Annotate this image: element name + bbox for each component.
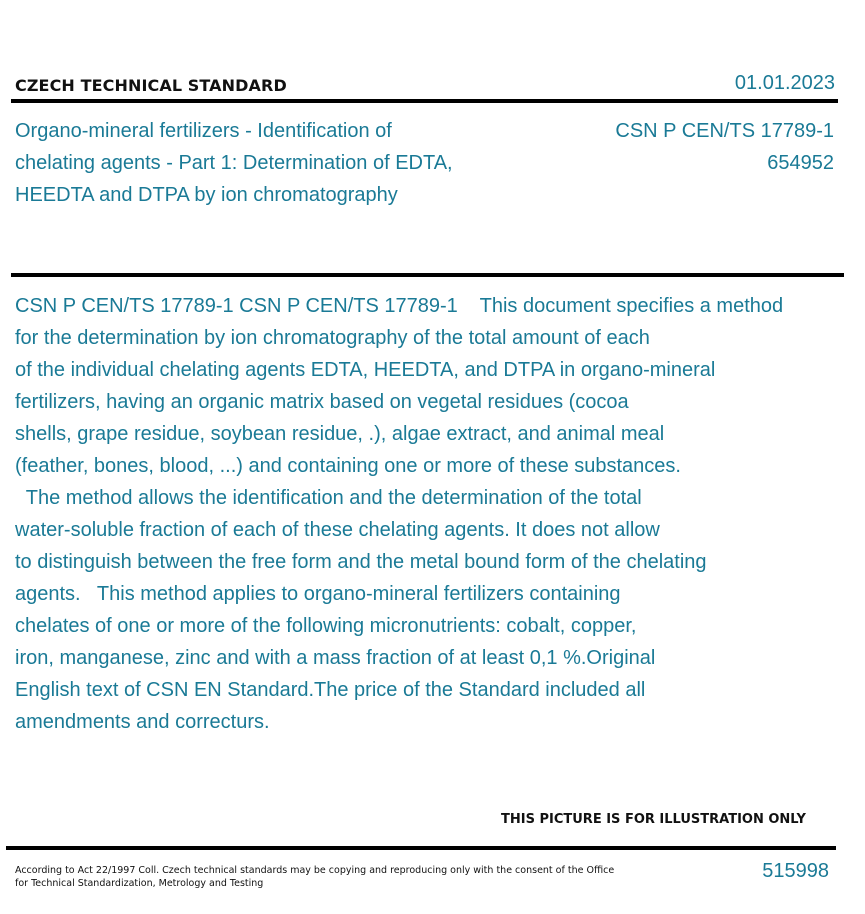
description-line: shells, grape residue, soybean residue, .), algae extract, and animal meal (15, 423, 665, 445)
description-line: iron, manganese, zinc and with a mass fraction of at least 0,1 %.Original (15, 647, 656, 669)
description-line: English text of CSN EN Standard.The price of the Standard included all (15, 679, 646, 701)
legal-notice-line: for Technical Standardization, Metrology and Testing (15, 878, 264, 889)
legal-notice (15, 864, 615, 890)
description-line: The method allows the identification and the determination of the total (15, 487, 642, 509)
description-line: of the individual chelating agents EDTA, HEEDTA, and DTPA in organo-mineral (15, 359, 716, 381)
description-line: CSN P CEN/TS 17789-1 CSN P CEN/TS 17789-1 This document specifies a method (15, 295, 784, 317)
footer-code: 515998 (762, 860, 829, 882)
description-line: amendments and correcturs. (15, 711, 270, 733)
description-line: chelates of one or more of the following micronutrients: cobalt, copper, (15, 615, 637, 637)
standard-title-line: HEEDTA and DTPA by ion chromatography (15, 184, 398, 206)
publication-date: 01.01.2023 (734, 72, 835, 94)
description-line: water-soluble fraction of each of these chelating agents. It does not allow (15, 519, 660, 541)
standard-title-line: Organo-mineral fertilizers - Identification of (15, 120, 392, 142)
standard-codes (615, 115, 834, 179)
description-line: for the determination by ion chromatography of the total amount of each (15, 327, 650, 349)
description-line: (feather, bones, blood, ...) and containing one or more of these substances. (15, 455, 681, 477)
header-label: CZECH TECHNICAL STANDARD (15, 76, 287, 95)
footer-divider (6, 846, 836, 850)
header-divider (11, 99, 838, 103)
description-line: agents. This method applies to organo-mineral fertilizers containing (15, 583, 621, 605)
standard-description (15, 290, 845, 738)
legal-notice-line: According to Act 22/1997 Coll. Czech technical standards may be copying and reproducing only with the consent of the Office (15, 865, 615, 876)
illustration-note: THIS PICTURE IS FOR ILLUSTRATION ONLY (501, 812, 806, 827)
standard-code: CSN P CEN/TS 17789-1 (615, 120, 834, 142)
description-line: to distinguish between the free form and the metal bound form of the chelating (15, 551, 707, 573)
description-line: fertilizers, having an organic matrix based on vegetal residues (cocoa (15, 391, 629, 413)
title-divider (11, 273, 844, 277)
standard-title (15, 115, 535, 211)
standard-title-line: chelating agents - Part 1: Determination of EDTA, (15, 152, 453, 174)
catalog-number: 654952 (767, 152, 834, 174)
